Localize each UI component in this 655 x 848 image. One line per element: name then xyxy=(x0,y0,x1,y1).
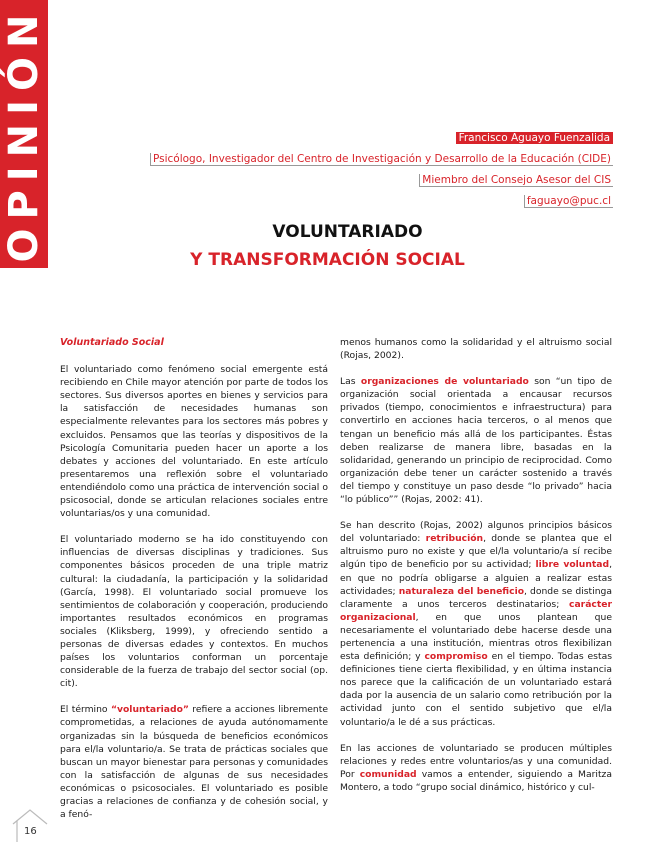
text-run: El término xyxy=(60,704,111,716)
paragraph xyxy=(340,742,612,794)
paragraph: El voluntariado como fenómeno social emergente está recibiendo en Chile mayor atención por parte de todos los sectores. Sus diversos aportes en bienes y servicios para la satisfacción de necesidades humanas son especialmente relevantes para los sectores más pobres y excluidos. Pensamos que las teorías y dispositivos de la Psicología Comunitaria pueden hacer un aporte a los debates y acciones del voluntariado. En este artículo presentaremos una reflexión sobre el voluntariado entendiéndolo como una práctica de intervención social o psicosocial, donde se articulan relaciones sociales entre voluntarias/os y una comunidad. xyxy=(60,364,328,520)
highlighted-term: carácter organizacional xyxy=(340,598,612,623)
author-email-line xyxy=(150,191,613,212)
left-column xyxy=(60,336,328,834)
text-run: , en que no podría obligarse a alguien a realizar estas actividades; xyxy=(340,559,612,597)
text-run: son “un tipo de organización social orientada a encausar recursos privados (tiempo, conocimientos e infraestructura) para convertirlo en acciones hacia terceros, o al menos que tengan un beneficio más allá de los participantes. Éstas deben realizarse de manera libre, basadas en la solidaridad, generando un principio de reciprocidad. Como organización debe tener un carácter sostenido a través del tiempo y constituye un paso desde “lo privado” hacia “lo público”” (Rojas, 2002: 41). xyxy=(340,376,612,506)
right-column xyxy=(340,336,612,807)
highlighted-term: comunidad xyxy=(359,768,417,780)
author-name-line xyxy=(150,128,613,149)
highlighted-term: organizaciones de voluntariado xyxy=(360,376,529,388)
text-run: en el tiempo. Todas estas definiciones tiene cierta flexibilidad, y en última instancia nos parece que la calificación de un voluntariado estará dada por la ausencia de un salario como retribución por la actividad junto con el sentido subjetivo que el/la voluntario/a le dé a sus prácticas. xyxy=(340,651,612,728)
highlighted-term: libre voluntad xyxy=(535,559,610,571)
text-run: Se han descrito (Rojas, 2002) algunos principios básicos del voluntariado: xyxy=(340,520,612,545)
section-subheading: Voluntariado Social xyxy=(60,337,164,348)
author-email[interactable]: faguayo@puc.cl xyxy=(524,195,613,208)
author-membership: Miembro del Consejo Asesor del CIS xyxy=(419,174,613,187)
text-run: , donde se plantea que el altruismo puro no existe y que el/la voluntario/a sí recibe algún tipo de beneficio por su actividad; xyxy=(340,533,612,571)
section-tab-label: OPINIÓN xyxy=(1,5,47,263)
text-run: , en que unos plantean que necesariamente el voluntariado debe hacerse desde una pertenencia a una institución, mientras otros flexibilizan esta definición; y xyxy=(340,611,612,663)
highlighted-term: compromiso xyxy=(424,651,488,663)
highlighted-term: naturaleza del beneficio xyxy=(398,585,525,597)
article-title-line-1: VOLUNTARIADO xyxy=(272,222,423,242)
paragraph: menos humanos como la solidaridad y el altruismo social (Rojas, 2002). xyxy=(340,337,612,362)
text-run: refiere a acciones libremente comprometidas, a relaciones de ayuda autónomamente organizadas sin la búsqueda de beneficios económicos para el/la voluntario/a. Se trata de prácticas sociales que buscan un mayor bienestar para personas y comunidades con la satisfacción de algunas de sus necesidades económicas o psicosociales. El voluntariado es posible gracias a relaciones de confianza y de cohesión social, y a fenó- xyxy=(60,704,328,821)
paragraph xyxy=(60,703,328,821)
author-role: Psicólogo, Investigador del Centro de Investigación y Desarrollo de la Educación (CIDE) xyxy=(150,153,613,166)
author-role-line xyxy=(150,149,613,170)
author-membership-line xyxy=(150,170,613,191)
paragraph: El voluntariado moderno se ha ido constituyendo con influencias de diversas disciplinas y tradiciones. Sus componentes básicos proceden de una triple matriz cultural: la ciudadanía, la participación y la solidaridad (García, 1998). El voluntariado social promueve los sentimientos de colaboración y cooperación, produciendo importantes resultados económicos en programas sociales (Kliksberg, 1999), y ofreciendo sentido a personas de diversas edades y contextos. En muchos países los voluntarios conforman un porcentaje considerable de la fuerza de trabajo del sector social (op. cit). xyxy=(60,534,328,690)
paragraph xyxy=(340,375,612,506)
page-number-badge xyxy=(12,808,48,842)
page-number: 16 xyxy=(24,826,37,837)
author-name: Francisco Aguayo Fuenzalida xyxy=(456,132,613,144)
text-run: , donde se distinga claramente a unos terceros destinatarios; xyxy=(340,585,612,610)
text-run: Las xyxy=(340,376,361,388)
highlighted-term: retribución xyxy=(425,533,484,545)
text-run: En las acciones de voluntariado se producen múltiples relaciones y redes entre voluntarios/as y una comunidad. Por xyxy=(340,742,612,780)
text-run: vamos a entender, siguiendo a Maritza Montero, a todo “grupo social dinámico, histórico y cul- xyxy=(340,768,613,793)
author-block xyxy=(150,128,613,212)
article-title-line-2: Y TRANSFORMACIÓN SOCIAL xyxy=(190,250,465,270)
paragraph xyxy=(340,519,612,729)
highlighted-term: “voluntariado” xyxy=(110,704,189,716)
